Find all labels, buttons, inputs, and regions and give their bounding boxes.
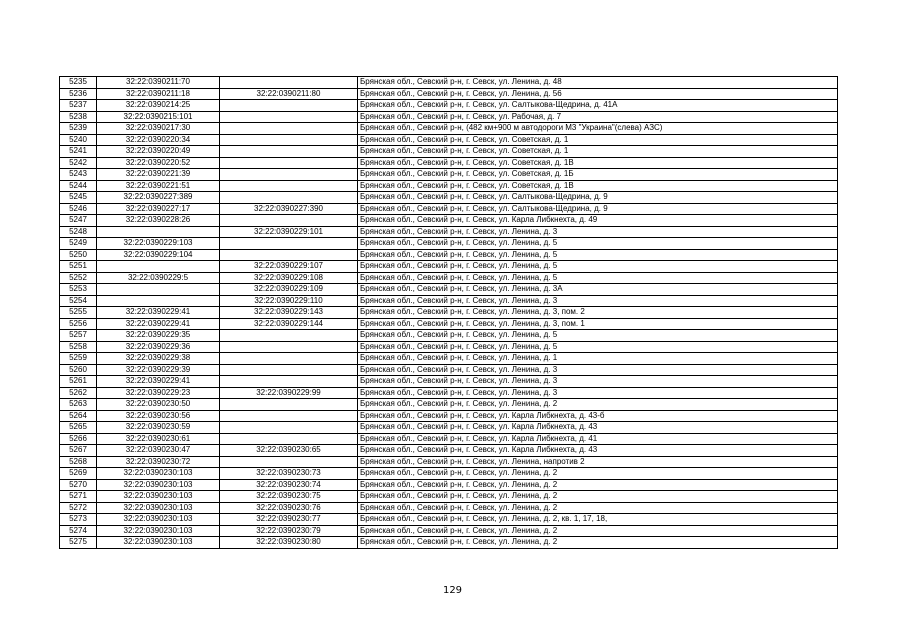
table-row (60, 468, 838, 480)
address-cell: Брянская обл., Севский р-н, г. Севск, ул. Ленина, д. 5 (358, 272, 838, 284)
row-number-cell: 5271 (60, 491, 97, 503)
related-cadastral-number-cell (220, 134, 358, 146)
address-cell: Брянская обл., Севский р-н, г. Севск, ул. Ленина, д. 1 (358, 353, 838, 365)
table-row (60, 111, 838, 123)
row-number-cell: 5248 (60, 226, 97, 238)
address-cell: Брянская обл., Севский р-н, г. Севск, ул. Ленина, д. 48 (358, 77, 838, 89)
address-cell: Брянская обл., Севский р-н, г. Севск, ул. Ленина, д. 3, пом. 2 (358, 307, 838, 319)
address-cell: Брянская обл., Севский р-н, г. Севск, ул. Ленина, д. 2 (358, 537, 838, 549)
table-row (60, 238, 838, 250)
row-number-cell: 5256 (60, 318, 97, 330)
related-cadastral-number-cell (220, 123, 358, 135)
related-cadastral-number-cell: 32:22:0390230:74 (220, 479, 358, 491)
related-cadastral-number-cell (220, 180, 358, 192)
address-cell: Брянская обл., Севский р-н, г. Севск, ул. Ленина, д. 3, пом. 1 (358, 318, 838, 330)
cadastral-number-cell: 32:22:0390229:41 (97, 318, 220, 330)
related-cadastral-number-cell: 32:22:0390230:65 (220, 445, 358, 457)
table-row (60, 77, 838, 89)
cadastral-number-cell: 32:22:0390230:103 (97, 525, 220, 537)
cadastral-number-cell: 32:22:0390230:61 (97, 433, 220, 445)
table-row (60, 146, 838, 158)
table-row (60, 100, 838, 112)
row-number-cell: 5273 (60, 514, 97, 526)
related-cadastral-number-cell: 32:22:0390230:73 (220, 468, 358, 480)
address-cell: Брянская обл., Севский р-н, г. Севск, ул. Советская, д. 1 (358, 134, 838, 146)
address-cell: Брянская обл., Севский р-н, г. Севск, ул. Ленина, д. 2 (358, 479, 838, 491)
related-cadastral-number-cell (220, 215, 358, 227)
table-row (60, 134, 838, 146)
cadastral-number-cell: 32:22:0390230:103 (97, 491, 220, 503)
related-cadastral-number-cell (220, 169, 358, 181)
related-cadastral-number-cell (220, 77, 358, 89)
row-number-cell: 5258 (60, 341, 97, 353)
row-number-cell: 5251 (60, 261, 97, 273)
row-number-cell: 5249 (60, 238, 97, 250)
address-cell: Брянская обл., Севский р-н, г. Севск, ул. Ленина, д. 2 (358, 468, 838, 480)
cadastral-number-cell: 32:22:0390229:41 (97, 376, 220, 388)
cadastral-number-cell: 32:22:0390228:26 (97, 215, 220, 227)
cadastral-number-cell: 32:22:0390215:101 (97, 111, 220, 123)
table-row (60, 353, 838, 365)
row-number-cell: 5235 (60, 77, 97, 89)
table-row (60, 479, 838, 491)
related-cadastral-number-cell: 32:22:0390229:109 (220, 284, 358, 296)
address-cell: Брянская обл., Севский р-н, г. Севск, ул. Салтыкова-Щедрина, д. 9 (358, 192, 838, 204)
address-cell: Брянская обл., Севский р-н, г. Севск, ул. Салтыкова-Щедрина, д. 9 (358, 203, 838, 215)
table-row (60, 399, 838, 411)
cadastral-number-cell: 32:22:0390230:103 (97, 468, 220, 480)
table-row (60, 215, 838, 227)
address-cell: Брянская обл., Севский р-н, г. Севск, ул. Карла Либкнехта, д. 49 (358, 215, 838, 227)
cadastral-number-cell: 32:22:0390220:34 (97, 134, 220, 146)
table-row (60, 192, 838, 204)
address-cell: Брянская обл., Севский р-н, г. Севск, ул. Ленина, д. 5 (358, 330, 838, 342)
cadastral-number-cell: 32:22:0390230:72 (97, 456, 220, 468)
related-cadastral-number-cell (220, 456, 358, 468)
cadastral-number-cell: 32:22:0390211:70 (97, 77, 220, 89)
table-row (60, 502, 838, 514)
address-cell: Брянская обл., Севский р-н, г. Севск, ул. Карла Либкнехта, д. 43 (358, 422, 838, 434)
address-cell: Брянская обл., Севский р-н, г. Севск, ул. Ленина, д. 3 (358, 295, 838, 307)
table-row (60, 295, 838, 307)
row-number-cell: 5240 (60, 134, 97, 146)
table-row (60, 445, 838, 457)
table-row (60, 491, 838, 503)
table-row (60, 307, 838, 319)
address-cell: Брянская обл., Севский р-н, (482 км+900 м автодороги М3 "Украина"(слева) АЗС) (358, 123, 838, 135)
cadastral-number-cell (97, 226, 220, 238)
related-cadastral-number-cell (220, 341, 358, 353)
row-number-cell: 5269 (60, 468, 97, 480)
related-cadastral-number-cell (220, 157, 358, 169)
table-row (60, 318, 838, 330)
row-number-cell: 5246 (60, 203, 97, 215)
address-cell: Брянская обл., Севский р-н, г. Севск, ул. Ленина, д. 2 (358, 399, 838, 411)
related-cadastral-number-cell: 32:22:0390229:144 (220, 318, 358, 330)
address-cell: Брянская обл., Севский р-н, г. Севск, ул. Ленина, д. 3А (358, 284, 838, 296)
related-cadastral-number-cell (220, 410, 358, 422)
cadastral-number-cell: 32:22:0390230:59 (97, 422, 220, 434)
row-number-cell: 5250 (60, 249, 97, 261)
table-row (60, 330, 838, 342)
address-cell: Брянская обл., Севский р-н, г. Севск, ул. Ленина, д. 56 (358, 88, 838, 100)
row-number-cell: 5268 (60, 456, 97, 468)
cadastral-number-cell: 32:22:0390229:38 (97, 353, 220, 365)
cadastral-number-cell: 32:22:0390221:39 (97, 169, 220, 181)
related-cadastral-number-cell (220, 399, 358, 411)
table-row (60, 249, 838, 261)
related-cadastral-number-cell (220, 364, 358, 376)
address-cell: Брянская обл., Севский р-н, г. Севск, ул. Ленина, д. 2 (358, 525, 838, 537)
table-row (60, 169, 838, 181)
related-cadastral-number-cell: 32:22:0390229:143 (220, 307, 358, 319)
table-row (60, 422, 838, 434)
address-cell: Брянская обл., Севский р-н, г. Севск, ул. Карла Либкнехта, д. 43-б (358, 410, 838, 422)
related-cadastral-number-cell (220, 146, 358, 158)
address-cell: Брянская обл., Севский р-н, г. Севск, ул. Ленина, напротив 2 (358, 456, 838, 468)
row-number-cell: 5267 (60, 445, 97, 457)
cadastral-number-cell: 32:22:0390229:104 (97, 249, 220, 261)
related-cadastral-number-cell (220, 249, 358, 261)
related-cadastral-number-cell (220, 100, 358, 112)
cadastral-number-cell (97, 261, 220, 273)
cadastral-number-cell: 32:22:0390229:41 (97, 307, 220, 319)
row-number-cell: 5266 (60, 433, 97, 445)
address-cell: Брянская обл., Севский р-н, г. Севск, ул. Ленина, д. 2 (358, 502, 838, 514)
table-row (60, 410, 838, 422)
table-row (60, 433, 838, 445)
registry-table-body (60, 77, 838, 549)
table-row (60, 341, 838, 353)
row-number-cell: 5262 (60, 387, 97, 399)
address-cell: Брянская обл., Севский р-н, г. Севск, ул. Ленина, д. 3 (358, 376, 838, 388)
table-row (60, 525, 838, 537)
row-number-cell: 5255 (60, 307, 97, 319)
address-cell: Брянская обл., Севский р-н, г. Севск, ул. Советская, д. 1Б (358, 169, 838, 181)
address-cell: Брянская обл., Севский р-н, г. Севск, ул. Ленина, д. 2, кв. 1, 17, 18, (358, 514, 838, 526)
address-cell: Брянская обл., Севский р-н, г. Севск, ул. Карла Либкнехта, д. 41 (358, 433, 838, 445)
row-number-cell: 5261 (60, 376, 97, 388)
address-cell: Брянская обл., Севский р-н, г. Севск, ул. Ленина, д. 5 (358, 341, 838, 353)
table-row (60, 284, 838, 296)
row-number-cell: 5259 (60, 353, 97, 365)
related-cadastral-number-cell: 32:22:0390229:101 (220, 226, 358, 238)
related-cadastral-number-cell (220, 111, 358, 123)
cadastral-number-cell: 32:22:0390230:103 (97, 537, 220, 549)
row-number-cell: 5265 (60, 422, 97, 434)
related-cadastral-number-cell: 32:22:0390211:80 (220, 88, 358, 100)
row-number-cell: 5237 (60, 100, 97, 112)
table-row (60, 180, 838, 192)
related-cadastral-number-cell (220, 238, 358, 250)
cadastral-number-cell: 32:22:0390220:52 (97, 157, 220, 169)
related-cadastral-number-cell: 32:22:0390230:80 (220, 537, 358, 549)
cadastral-number-cell: 32:22:0390229:5 (97, 272, 220, 284)
cadastral-number-cell: 32:22:0390229:103 (97, 238, 220, 250)
cadastral-number-cell: 32:22:0390230:103 (97, 479, 220, 491)
row-number-cell: 5252 (60, 272, 97, 284)
cadastral-number-cell: 32:22:0390220:49 (97, 146, 220, 158)
related-cadastral-number-cell: 32:22:0390227:390 (220, 203, 358, 215)
related-cadastral-number-cell (220, 330, 358, 342)
cadastral-number-cell: 32:22:0390230:50 (97, 399, 220, 411)
cadastral-number-cell: 32:22:0390214:25 (97, 100, 220, 112)
related-cadastral-number-cell: 32:22:0390229:108 (220, 272, 358, 284)
registry-table (59, 76, 838, 549)
row-number-cell: 5242 (60, 157, 97, 169)
cadastral-number-cell: 32:22:0390221:51 (97, 180, 220, 192)
cadastral-number-cell: 32:22:0390230:103 (97, 502, 220, 514)
cadastral-number-cell: 32:22:0390229:39 (97, 364, 220, 376)
table-row (60, 157, 838, 169)
table-row (60, 364, 838, 376)
table-row (60, 123, 838, 135)
row-number-cell: 5253 (60, 284, 97, 296)
row-number-cell: 5257 (60, 330, 97, 342)
address-cell: Брянская обл., Севский р-н, г. Севск, ул. Ленина, д. 2 (358, 491, 838, 503)
table-row (60, 226, 838, 238)
address-cell: Брянская обл., Севский р-н, г. Севск, ул. Рабочая, д. 7 (358, 111, 838, 123)
related-cadastral-number-cell (220, 192, 358, 204)
table-row (60, 272, 838, 284)
cadastral-number-cell: 32:22:0390227:389 (97, 192, 220, 204)
table-row (60, 387, 838, 399)
address-cell: Брянская обл., Севский р-н, г. Севск, ул. Ленина, д. 5 (358, 261, 838, 273)
cadastral-number-cell: 32:22:0390217:30 (97, 123, 220, 135)
row-number-cell: 5241 (60, 146, 97, 158)
address-cell: Брянская обл., Севский р-н, г. Севск, ул. Советская, д. 1В (358, 180, 838, 192)
address-cell: Брянская обл., Севский р-н, г. Севск, ул. Ленина, д. 3 (358, 364, 838, 376)
related-cadastral-number-cell (220, 422, 358, 434)
cadastral-number-cell: 32:22:0390229:35 (97, 330, 220, 342)
table-row (60, 376, 838, 388)
address-cell: Брянская обл., Севский р-н, г. Севск, ул. Ленина, д. 5 (358, 238, 838, 250)
page-number: 129 (442, 585, 463, 596)
cadastral-number-cell: 32:22:0390229:23 (97, 387, 220, 399)
row-number-cell: 5239 (60, 123, 97, 135)
row-number-cell: 5254 (60, 295, 97, 307)
cadastral-number-cell (97, 284, 220, 296)
cadastral-number-cell (97, 295, 220, 307)
table-row (60, 88, 838, 100)
row-number-cell: 5245 (60, 192, 97, 204)
related-cadastral-number-cell: 32:22:0390230:77 (220, 514, 358, 526)
address-cell: Брянская обл., Севский р-н, г. Севск, ул. Карла Либкнехта, д. 43 (358, 445, 838, 457)
cadastral-number-cell: 32:22:0390230:47 (97, 445, 220, 457)
related-cadastral-number-cell: 32:22:0390230:75 (220, 491, 358, 503)
table-row (60, 514, 838, 526)
row-number-cell: 5236 (60, 88, 97, 100)
row-number-cell: 5244 (60, 180, 97, 192)
row-number-cell: 5243 (60, 169, 97, 181)
address-cell: Брянская обл., Севский р-н, г. Севск, ул. Ленина, д. 5 (358, 249, 838, 261)
row-number-cell: 5247 (60, 215, 97, 227)
cadastral-number-cell: 32:22:0390230:56 (97, 410, 220, 422)
related-cadastral-number-cell (220, 433, 358, 445)
related-cadastral-number-cell: 32:22:0390229:107 (220, 261, 358, 273)
row-number-cell: 5264 (60, 410, 97, 422)
address-cell: Брянская обл., Севский р-н, г. Севск, ул. Советская, д. 1В (358, 157, 838, 169)
table-row (60, 537, 838, 549)
row-number-cell: 5272 (60, 502, 97, 514)
row-number-cell: 5274 (60, 525, 97, 537)
related-cadastral-number-cell: 32:22:0390229:99 (220, 387, 358, 399)
address-cell: Брянская обл., Севский р-н, г. Севск, ул. Ленина, д. 3 (358, 387, 838, 399)
related-cadastral-number-cell (220, 376, 358, 388)
table-row (60, 203, 838, 215)
cadastral-number-cell: 32:22:0390230:103 (97, 514, 220, 526)
cadastral-number-cell: 32:22:0390211:18 (97, 88, 220, 100)
address-cell: Брянская обл., Севский р-н, г. Севск, ул. Ленина, д. 3 (358, 226, 838, 238)
related-cadastral-number-cell: 32:22:0390229:110 (220, 295, 358, 307)
row-number-cell: 5275 (60, 537, 97, 549)
cadastral-number-cell: 32:22:0390229:36 (97, 341, 220, 353)
row-number-cell: 5260 (60, 364, 97, 376)
row-number-cell: 5263 (60, 399, 97, 411)
related-cadastral-number-cell (220, 353, 358, 365)
address-cell: Брянская обл., Севский р-н, г. Севск, ул. Салтыкова-Щедрина, д. 41А (358, 100, 838, 112)
table-row (60, 261, 838, 273)
address-cell: Брянская обл., Севский р-н, г. Севск, ул. Советская, д. 1 (358, 146, 838, 158)
table-row (60, 456, 838, 468)
row-number-cell: 5238 (60, 111, 97, 123)
related-cadastral-number-cell: 32:22:0390230:79 (220, 525, 358, 537)
row-number-cell: 5270 (60, 479, 97, 491)
related-cadastral-number-cell: 32:22:0390230:76 (220, 502, 358, 514)
cadastral-number-cell: 32:22:0390227:17 (97, 203, 220, 215)
